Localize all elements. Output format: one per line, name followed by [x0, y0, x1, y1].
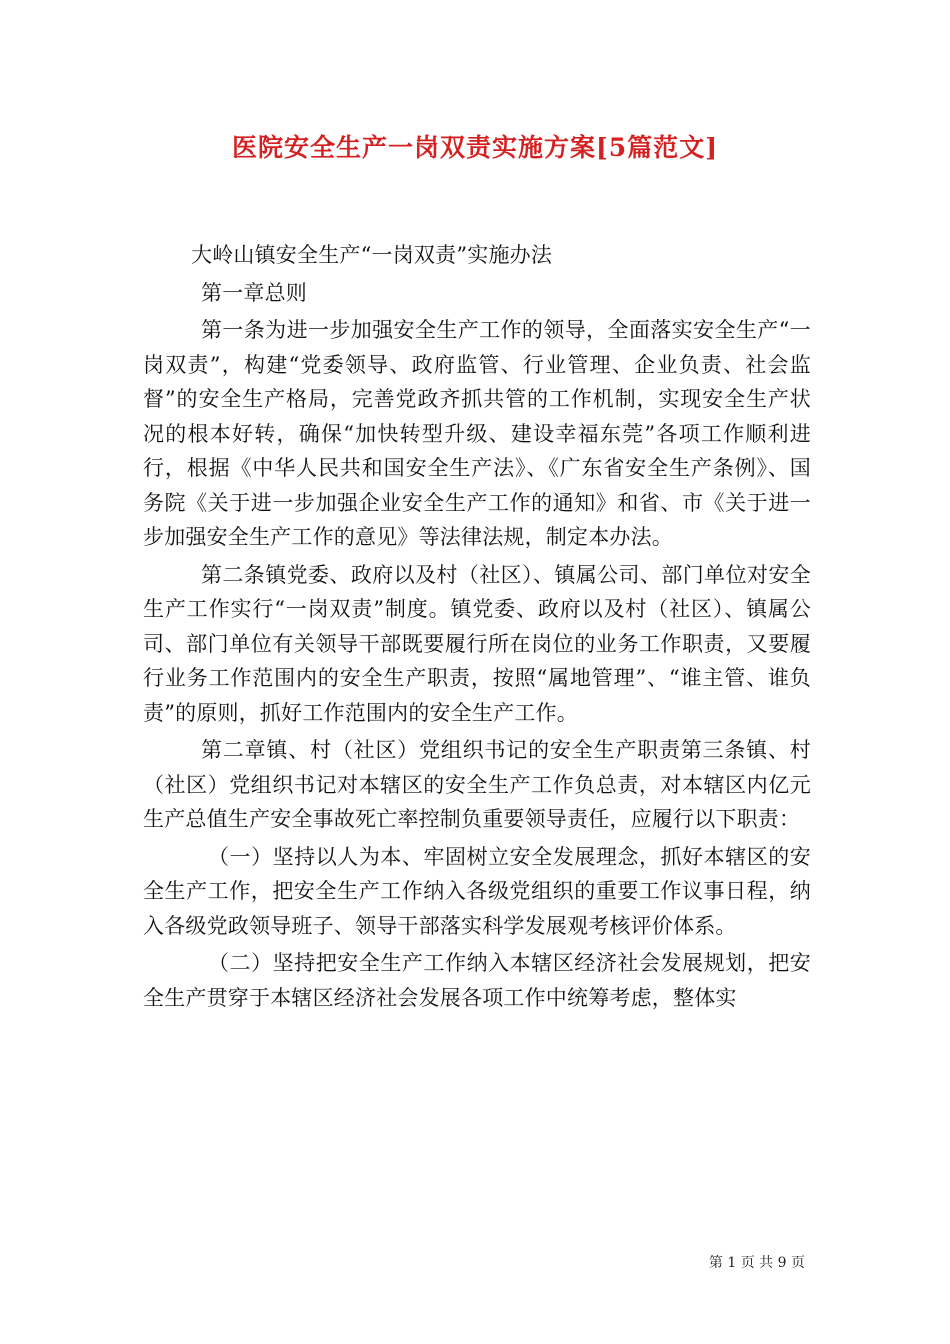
page-footer: 第 1 页 共 9 页	[708, 1255, 805, 1271]
sub-item-2: （二）坚持把安全生产工作纳入本辖区经济社会发展规划，把安全生产贯穿于本辖区经济社会发展各项工作中统筹考虑，整体实	[143, 951, 811, 1010]
paragraph-article-2: 第二条镇党委、政府以及村（社区）、镇属公司、部门单位对安全生产工作实行“一岗双责”制度。镇党委、政府以及村（社区）、镇属公司、部门单位有关领导干部既要履行所在岗位的业务工作职责，又要履行业务工作范围内的安全生产职责，按照“属地管理”、“谁主管、谁负责”的原则，抓好工作范围内的安全生产工作。	[143, 562, 811, 725]
chapter-heading: 第一章总则	[201, 280, 307, 305]
paragraph-chapter-2: 第二章镇、村（社区）党组织书记的安全生产职责第三条镇、村（社区）党组织书记对本辖区的安全生产工作负总责，对本辖区内亿元生产总值生产安全事故死亡率控制负重要领导责任，应履行以下职责：	[143, 738, 811, 831]
document-title: 医院安全生产一岗双责实施方案[5篇范文]	[231, 133, 719, 162]
document-subtitle: 大岭山镇安全生产“一岗双责”实施办法	[191, 243, 553, 267]
paragraph-article-1: 第一条为进一步加强安全生产工作的领导，全面落实安全生产“一岗双责”，构建“党委领导、政府监管、行业管理、企业负责、社会监督”的安全生产格局，完善党政齐抓共管的工作机制，实现安全生产状况的根本好转，确保“加快转型升级、建设幸福东莞”各项工作顺利进行，根据《中华人民共和国安全生产法》、《广东省安全生产条例》、国务院《关于进一步加强企业安全生产工作的通知》和省、市《关于进一步加强安全生产工作的意见》等法律法规，制定本办法。	[143, 318, 811, 549]
sub-item-1: （一）坚持以人为本、牢固树立安全发展理念，抓好本辖区的安全生产工作，把安全生产工作纳入各级党组织的重要工作议事日程，纳入各级党政领导班子、领导干部落实科学发展观考核评价体系。	[143, 844, 811, 938]
document-body	[143, 238, 811, 1018]
